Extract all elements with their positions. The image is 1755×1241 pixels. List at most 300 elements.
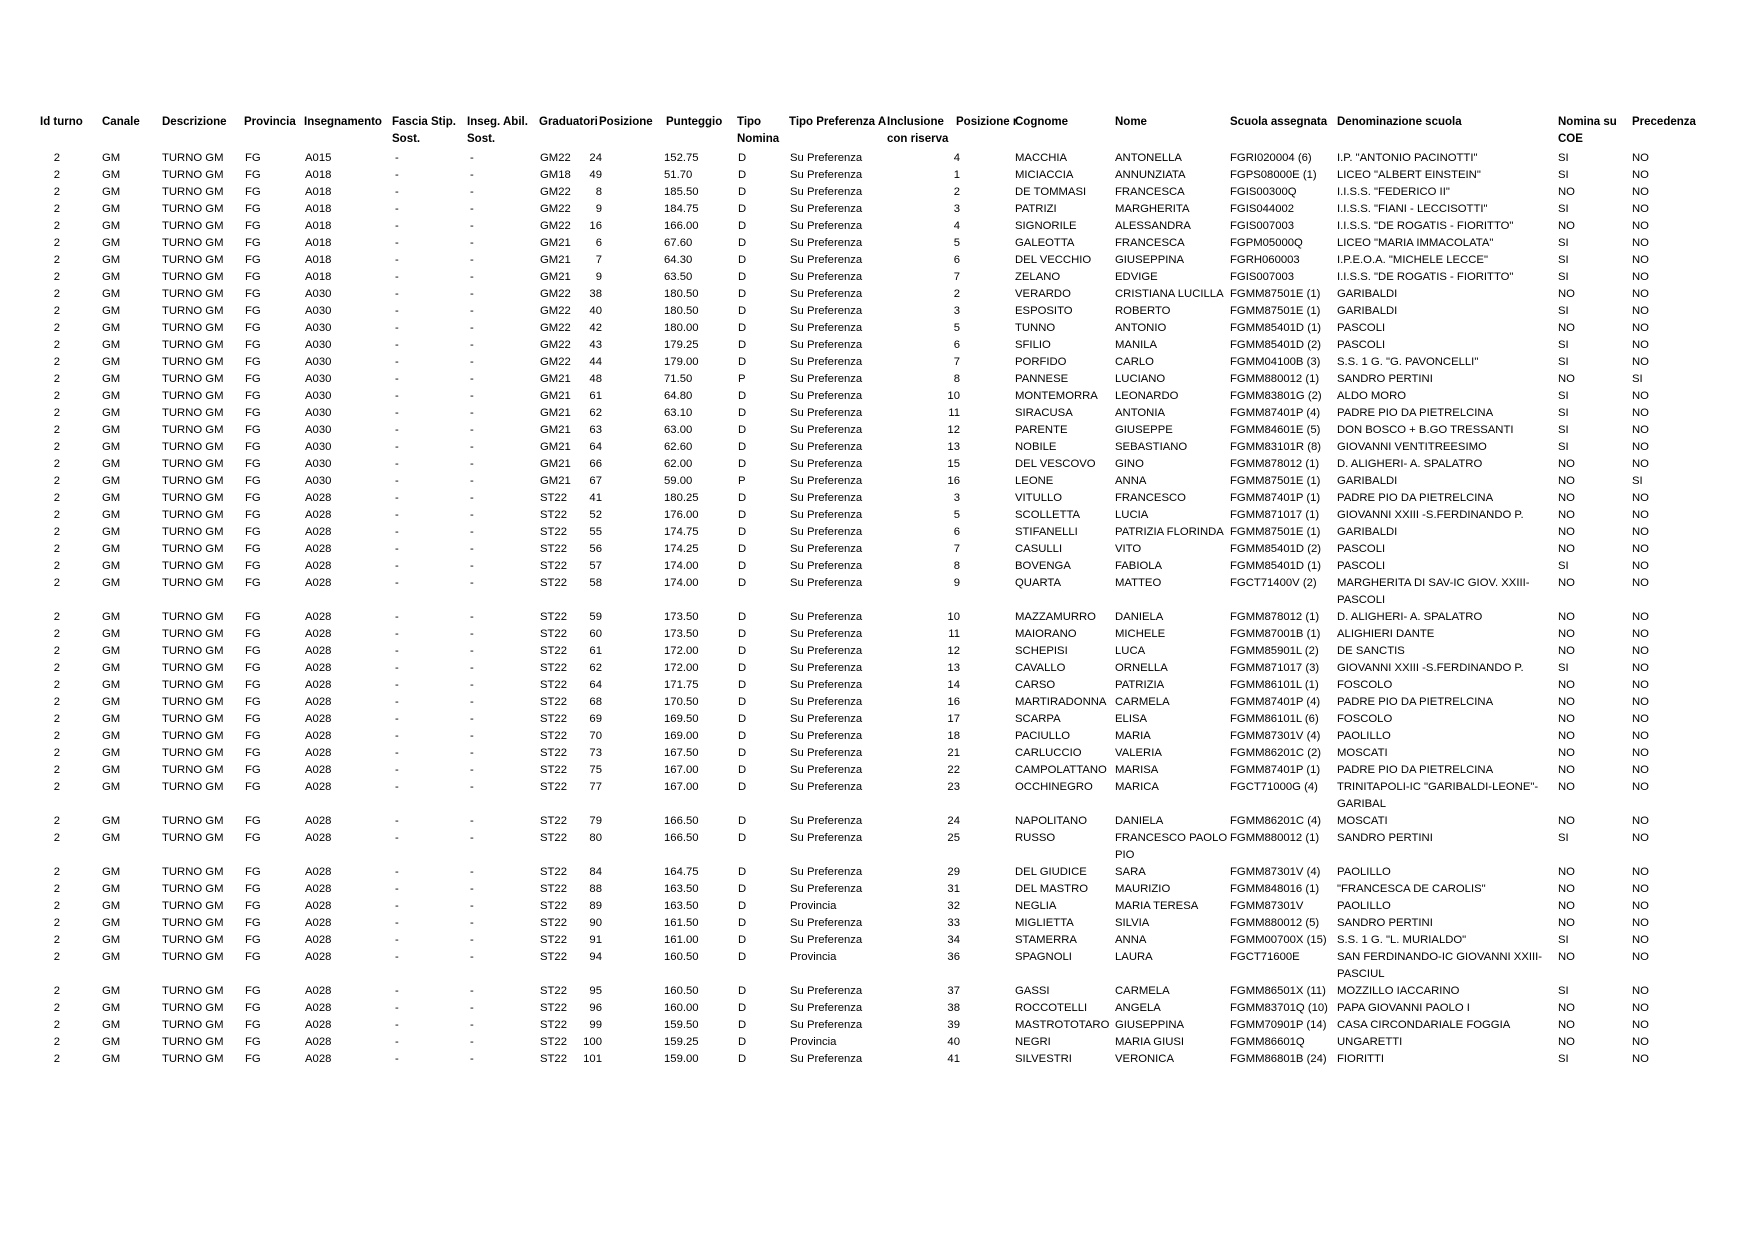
cell-tipo-nomina: D (738, 645, 747, 657)
cell-canale: GM (102, 764, 121, 776)
cell-inseg-abil: - (470, 407, 474, 419)
cell-nome: LUCIA (1115, 509, 1149, 521)
cell-nome: GINO (1115, 458, 1144, 470)
cell-fascia-stip: - (395, 407, 399, 419)
cell-inseg-abil: - (470, 1019, 474, 1031)
cell-fascia-stip: - (395, 458, 399, 470)
cell-tipo-nomina: D (738, 271, 747, 283)
cell-posizione: 84 (589, 866, 602, 878)
cell-fascia-stip: - (395, 781, 399, 793)
cell-descrizione: TURNO GM (162, 526, 224, 538)
cell-cognome: MASTROTOTARO (1015, 1019, 1110, 1031)
cell-denominazione: PASCOLI (1337, 339, 1386, 351)
cell-descrizione: TURNO GM (162, 373, 224, 385)
cell-nomina-coe: NO (1558, 458, 1575, 470)
cell-tipo-nomina: D (738, 203, 747, 215)
cell-nomina-coe: SI (1558, 985, 1569, 997)
cell-canale: GM (102, 1053, 121, 1065)
cell-graduatoria: ST22 (540, 934, 568, 946)
cell-posizione-r: 6 (953, 526, 960, 538)
cell-canale: GM (102, 390, 121, 402)
table-row (0, 915, 1755, 932)
cell-posizione: 99 (589, 1019, 602, 1031)
cell-graduatoria: GM21 (540, 407, 571, 419)
cell-posizione-r: 7 (953, 271, 960, 283)
table-row (0, 762, 1755, 779)
cell-id-turno: 2 (53, 934, 60, 946)
cell-precedenza: NO (1632, 900, 1649, 912)
header-tipo-preferenza: Tipo Preferenza A (789, 116, 887, 128)
cell-tipo-nomina: D (738, 934, 747, 946)
cell-precedenza: NO (1632, 254, 1649, 266)
cell-punteggio: 71.50 (664, 373, 693, 385)
cell-nome: ORNELLA (1115, 662, 1168, 674)
cell-posizione: 38 (589, 288, 602, 300)
cell-tipo-preferenza: Su Preferenza (790, 1002, 863, 1014)
cell-provincia: FG (245, 1019, 261, 1031)
cell-insegnamento: A030 (305, 356, 332, 368)
header-tipo-nomina-2: Nomina (737, 133, 780, 145)
cell-inseg-abil: - (470, 288, 474, 300)
table-row (0, 303, 1755, 320)
cell-descrizione: TURNO GM (162, 271, 224, 283)
cell-punteggio: 59.00 (664, 475, 693, 487)
cell-cognome: NAPOLITANO (1015, 815, 1087, 827)
cell-nomina-coe: SI (1558, 934, 1569, 946)
cell-posizione-r: 14 (947, 679, 960, 691)
cell-fascia-stip: - (395, 662, 399, 674)
cell-id-turno: 2 (53, 169, 60, 181)
cell-fascia-stip: - (395, 220, 399, 232)
cell-posizione-r: 23 (947, 781, 960, 793)
cell-tipo-preferenza: Su Preferenza (790, 339, 863, 351)
cell-punteggio: 167.00 (664, 781, 699, 793)
cell-precedenza: NO (1632, 407, 1649, 419)
cell-nome: MAURIZIO (1115, 883, 1171, 895)
cell-posizione: 64 (589, 441, 602, 453)
cell-precedenza: NO (1632, 662, 1649, 674)
cell-descrizione: TURNO GM (162, 832, 224, 844)
cell-tipo-nomina: D (738, 492, 747, 504)
cell-id-turno: 2 (53, 152, 60, 164)
cell-insegnamento: A028 (305, 577, 332, 589)
cell-denominazione-continued: GARIBAL (1337, 798, 1386, 810)
cell-posizione-r: 10 (947, 390, 960, 402)
cell-fascia-stip: - (395, 645, 399, 657)
cell-provincia: FG (245, 934, 261, 946)
cell-nome: ALESSANDRA (1115, 220, 1191, 232)
cell-cognome: PANNESE (1015, 373, 1069, 385)
cell-id-turno: 2 (53, 220, 60, 232)
cell-nomina-coe: NO (1558, 645, 1575, 657)
cell-posizione: 61 (589, 390, 602, 402)
cell-punteggio: 163.50 (664, 900, 699, 912)
cell-inseg-abil: - (470, 764, 474, 776)
cell-insegnamento: A030 (305, 475, 332, 487)
cell-tipo-nomina: D (738, 679, 747, 691)
cell-descrizione: TURNO GM (162, 662, 224, 674)
cell-graduatoria: ST22 (540, 985, 568, 997)
cell-provincia: FG (245, 322, 261, 334)
cell-descrizione: TURNO GM (162, 883, 224, 895)
cell-graduatoria: ST22 (540, 560, 568, 572)
cell-punteggio: 160.50 (664, 985, 699, 997)
cell-tipo-preferenza: Su Preferenza (790, 458, 863, 470)
cell-insegnamento: A028 (305, 951, 332, 963)
cell-cognome: MACCHIA (1015, 152, 1068, 164)
cell-tipo-preferenza: Su Preferenza (790, 1019, 863, 1031)
cell-nomina-coe: SI (1558, 203, 1569, 215)
cell-canale: GM (102, 424, 121, 436)
cell-nome: EDVIGE (1115, 271, 1158, 283)
cell-insegnamento: A028 (305, 815, 332, 827)
cell-canale: GM (102, 543, 121, 555)
cell-provincia: FG (245, 815, 261, 827)
cell-scuola-assegnata: FGMM880012 (5) (1230, 917, 1320, 929)
cell-cognome: OCCHINEGRO (1015, 781, 1093, 793)
cell-nome: FABIOLA (1115, 560, 1163, 572)
cell-tipo-nomina: D (738, 696, 747, 708)
cell-scuola-assegnata: FGRH060003 (1230, 254, 1300, 266)
cell-insegnamento: A018 (305, 169, 332, 181)
cell-punteggio: 64.30 (664, 254, 693, 266)
cell-posizione: 52 (589, 509, 602, 521)
cell-precedenza: NO (1632, 1036, 1649, 1048)
cell-precedenza: NO (1632, 322, 1649, 334)
cell-precedenza: NO (1632, 1002, 1649, 1014)
cell-nomina-coe: SI (1558, 356, 1569, 368)
cell-descrizione: TURNO GM (162, 339, 224, 351)
cell-fascia-stip: - (395, 356, 399, 368)
cell-tipo-preferenza: Su Preferenza (790, 169, 863, 181)
cell-canale: GM (102, 934, 121, 946)
cell-fascia-stip: - (395, 815, 399, 827)
cell-scuola-assegnata: FGMM87401P (4) (1230, 407, 1321, 419)
cell-id-turno: 2 (53, 815, 60, 827)
cell-insegnamento: A028 (305, 866, 332, 878)
cell-fascia-stip: - (395, 730, 399, 742)
cell-canale: GM (102, 407, 121, 419)
cell-scuola-assegnata: FGMM87501E (1) (1230, 526, 1321, 538)
cell-graduatoria: ST22 (540, 866, 568, 878)
cell-cognome: DEL MASTRO (1015, 883, 1089, 895)
cell-provincia: FG (245, 186, 261, 198)
cell-graduatoria: ST22 (540, 492, 568, 504)
cell-insegnamento: A030 (305, 407, 332, 419)
cell-descrizione: TURNO GM (162, 390, 224, 402)
cell-tipo-nomina: D (738, 577, 747, 589)
cell-descrizione: TURNO GM (162, 492, 224, 504)
cell-canale: GM (102, 815, 121, 827)
cell-provincia: FG (245, 271, 261, 283)
cell-denominazione: FOSCOLO (1337, 713, 1393, 725)
cell-scuola-assegnata: FGIS007003 (1230, 220, 1295, 232)
cell-tipo-preferenza: Su Preferenza (790, 322, 863, 334)
cell-tipo-preferenza: Su Preferenza (790, 441, 863, 453)
cell-punteggio: 185.50 (664, 186, 699, 198)
cell-inseg-abil: - (470, 152, 474, 164)
cell-id-turno: 2 (53, 543, 60, 555)
cell-nomina-coe: NO (1558, 288, 1575, 300)
cell-descrizione: TURNO GM (162, 628, 224, 640)
cell-scuola-assegnata: FGMM85401D (1) (1230, 560, 1322, 572)
cell-cognome: SFILIO (1015, 339, 1051, 351)
cell-canale: GM (102, 747, 121, 759)
table-row (0, 490, 1755, 507)
cell-tipo-nomina: D (738, 356, 747, 368)
cell-nomina-coe: SI (1558, 407, 1569, 419)
cell-graduatoria: ST22 (540, 628, 568, 640)
cell-provincia: FG (245, 781, 261, 793)
cell-precedenza: NO (1632, 152, 1649, 164)
cell-tipo-preferenza: Su Preferenza (790, 713, 863, 725)
cell-insegnamento: A018 (305, 220, 332, 232)
cell-nomina-coe: NO (1558, 1002, 1575, 1014)
cell-cognome: NEGLIA (1015, 900, 1057, 912)
cell-insegnamento: A028 (305, 985, 332, 997)
cell-graduatoria: ST22 (540, 832, 568, 844)
cell-provincia: FG (245, 441, 261, 453)
cell-scuola-assegnata: FGMM87401P (1) (1230, 764, 1321, 776)
cell-posizione: 100 (583, 1036, 602, 1048)
cell-graduatoria: ST22 (540, 526, 568, 538)
cell-id-turno: 2 (53, 1019, 60, 1031)
cell-nome: PATRIZIA FLORINDA (1115, 526, 1224, 538)
cell-insegnamento: A028 (305, 832, 332, 844)
cell-tipo-preferenza: Su Preferenza (790, 560, 863, 572)
cell-cognome: MONTEMORRA (1015, 390, 1098, 402)
cell-canale: GM (102, 203, 121, 215)
cell-posizione-r: 24 (947, 815, 960, 827)
table-row (0, 235, 1755, 252)
cell-insegnamento: A028 (305, 781, 332, 793)
header-posizione: Posizione (599, 116, 653, 128)
cell-precedenza: NO (1632, 339, 1649, 351)
table-row (0, 1051, 1755, 1068)
cell-cognome: ROCCOTELLI (1015, 1002, 1088, 1014)
cell-id-turno: 2 (53, 492, 60, 504)
cell-provincia: FG (245, 611, 261, 623)
header-inseg-abil: Inseg. Abil. (467, 116, 528, 128)
cell-punteggio: 64.80 (664, 390, 693, 402)
cell-nome: DANIELA (1115, 611, 1164, 623)
cell-descrizione: TURNO GM (162, 356, 224, 368)
cell-canale: GM (102, 662, 121, 674)
cell-graduatoria: ST22 (540, 883, 568, 895)
cell-denominazione: I.I.S.S. "DE ROGATIS - FIORITTO" (1337, 271, 1514, 283)
cell-graduatoria: ST22 (540, 764, 568, 776)
cell-insegnamento: A028 (305, 492, 332, 504)
cell-scuola-assegnata: FGMM87001B (1) (1230, 628, 1321, 640)
table-row (0, 388, 1755, 405)
cell-inseg-abil: - (470, 934, 474, 946)
cell-punteggio: 62.60 (664, 441, 693, 453)
cell-precedenza: NO (1632, 628, 1649, 640)
cell-graduatoria: GM21 (540, 441, 571, 453)
cell-nome: FRANCESCO PAOLO (1115, 832, 1228, 844)
header-posizione-r: Posizione r (956, 116, 1018, 128)
cell-id-turno: 2 (53, 288, 60, 300)
cell-denominazione: I.I.S.S. "DE ROGATIS - FIORITTO" (1337, 220, 1514, 232)
cell-scuola-assegnata: FGRI020004 (6) (1230, 152, 1312, 164)
cell-fascia-stip: - (395, 679, 399, 691)
cell-provincia: FG (245, 628, 261, 640)
cell-fascia-stip: - (395, 1019, 399, 1031)
cell-fascia-stip: - (395, 934, 399, 946)
cell-nomina-coe: SI (1558, 1053, 1569, 1065)
cell-tipo-preferenza: Provincia (790, 900, 837, 912)
cell-tipo-preferenza: Su Preferenza (790, 917, 863, 929)
cell-posizione: 73 (589, 747, 602, 759)
cell-denominazione: MOZZILLO IACCARINO (1337, 985, 1460, 997)
cell-nome: PATRIZIA (1115, 679, 1165, 691)
cell-nomina-coe: NO (1558, 509, 1575, 521)
cell-provincia: FG (245, 696, 261, 708)
cell-cognome: SIRACUSA (1015, 407, 1073, 419)
cell-canale: GM (102, 305, 121, 317)
cell-provincia: FG (245, 1053, 261, 1065)
cell-scuola-assegnata: FGMM85401D (1) (1230, 322, 1322, 334)
cell-provincia: FG (245, 883, 261, 895)
cell-insegnamento: A018 (305, 186, 332, 198)
cell-denominazione: UNGARETTI (1337, 1036, 1403, 1048)
cell-canale: GM (102, 917, 121, 929)
cell-id-turno: 2 (53, 577, 60, 589)
cell-denominazione: PASCOLI (1337, 560, 1386, 572)
table-row (0, 167, 1755, 184)
cell-precedenza: NO (1632, 713, 1649, 725)
cell-nomina-coe: SI (1558, 169, 1569, 181)
cell-posizione: 96 (589, 1002, 602, 1014)
cell-canale: GM (102, 1019, 121, 1031)
table-row (0, 626, 1755, 643)
cell-id-turno: 2 (53, 611, 60, 623)
table-row (0, 1034, 1755, 1051)
cell-provincia: FG (245, 305, 261, 317)
cell-cognome: SCHEPISI (1015, 645, 1068, 657)
cell-nomina-coe: NO (1558, 322, 1575, 334)
cell-tipo-nomina: D (738, 424, 747, 436)
cell-cognome: QUARTA (1015, 577, 1062, 589)
cell-tipo-nomina: D (738, 543, 747, 555)
cell-nomina-coe: SI (1558, 390, 1569, 402)
cell-precedenza: NO (1632, 934, 1649, 946)
cell-fascia-stip: - (395, 577, 399, 589)
cell-graduatoria: ST22 (540, 1053, 568, 1065)
cell-punteggio: 160.50 (664, 951, 699, 963)
table-row (0, 677, 1755, 694)
cell-tipo-nomina: D (738, 764, 747, 776)
cell-inseg-abil: - (470, 679, 474, 691)
table-row (0, 201, 1755, 218)
cell-denominazione: SANDRO PERTINI (1337, 832, 1433, 844)
table-row (0, 456, 1755, 473)
cell-descrizione: TURNO GM (162, 458, 224, 470)
cell-punteggio: 152.75 (664, 152, 699, 164)
cell-precedenza: NO (1632, 1053, 1649, 1065)
cell-posizione-r: 37 (947, 985, 960, 997)
cell-posizione: 40 (589, 305, 602, 317)
cell-provincia: FG (245, 339, 261, 351)
cell-insegnamento: A030 (305, 373, 332, 385)
cell-cognome: DEL VECCHIO (1015, 254, 1092, 266)
cell-posizione: 56 (589, 543, 602, 555)
cell-precedenza: NO (1632, 730, 1649, 742)
cell-canale: GM (102, 985, 121, 997)
cell-scuola-assegnata: FGMM87301V (1230, 900, 1304, 912)
cell-posizione-r: 3 (953, 492, 960, 504)
table-row (0, 728, 1755, 745)
cell-cognome: MARTIRADONNA (1015, 696, 1107, 708)
cell-inseg-abil: - (470, 475, 474, 487)
cell-nome: MICHELE (1115, 628, 1166, 640)
cell-graduatoria: ST22 (540, 900, 568, 912)
cell-canale: GM (102, 1002, 121, 1014)
cell-nome: MARGHERITA (1115, 203, 1190, 215)
cell-punteggio: 169.50 (664, 713, 699, 725)
cell-tipo-preferenza: Su Preferenza (790, 152, 863, 164)
cell-denominazione: I.P.E.O.A. "MICHELE LECCE" (1337, 254, 1488, 266)
cell-insegnamento: A030 (305, 305, 332, 317)
table-row (0, 898, 1755, 915)
cell-provincia: FG (245, 543, 261, 555)
cell-tipo-nomina: D (738, 407, 747, 419)
cell-precedenza: NO (1632, 509, 1649, 521)
cell-nomina-coe: SI (1558, 662, 1569, 674)
table-row (0, 609, 1755, 626)
cell-nome: MATTEO (1115, 577, 1162, 589)
cell-provincia: FG (245, 560, 261, 572)
table-row (0, 694, 1755, 711)
cell-denominazione: GARIBALDI (1337, 526, 1398, 538)
cell-cognome: SIGNORILE (1015, 220, 1077, 232)
cell-insegnamento: A030 (305, 424, 332, 436)
cell-id-turno: 2 (53, 900, 60, 912)
cell-id-turno: 2 (53, 339, 60, 351)
cell-insegnamento: A030 (305, 458, 332, 470)
cell-posizione-r: 34 (947, 934, 960, 946)
cell-insegnamento: A028 (305, 509, 332, 521)
cell-nome: VITO (1115, 543, 1142, 555)
cell-tipo-preferenza: Su Preferenza (790, 764, 863, 776)
cell-insegnamento: A028 (305, 628, 332, 640)
cell-tipo-nomina: D (738, 730, 747, 742)
cell-descrizione: TURNO GM (162, 713, 224, 725)
cell-insegnamento: A028 (305, 679, 332, 691)
cell-fascia-stip: - (395, 1002, 399, 1014)
cell-cognome: VERARDO (1015, 288, 1071, 300)
cell-inseg-abil: - (470, 339, 474, 351)
cell-cognome: VITULLO (1015, 492, 1063, 504)
cell-posizione-r: 13 (947, 441, 960, 453)
cell-inseg-abil: - (470, 186, 474, 198)
cell-provincia: FG (245, 526, 261, 538)
cell-cognome: BOVENGA (1015, 560, 1071, 572)
cell-inseg-abil: - (470, 1053, 474, 1065)
cell-tipo-nomina: D (738, 832, 747, 844)
cell-tipo-preferenza: Su Preferenza (790, 815, 863, 827)
cell-scuola-assegnata: FGMM87501E (1) (1230, 288, 1321, 300)
cell-graduatoria: GM22 (540, 220, 571, 232)
cell-provincia: FG (245, 169, 261, 181)
cell-cognome: NEGRI (1015, 1036, 1051, 1048)
cell-descrizione: TURNO GM (162, 815, 224, 827)
cell-tipo-nomina: D (738, 611, 747, 623)
cell-posizione-r: 2 (953, 288, 960, 300)
header-nome: Nome (1115, 116, 1147, 128)
cell-posizione-r: 17 (947, 713, 960, 725)
cell-posizione-r: 5 (953, 322, 960, 334)
